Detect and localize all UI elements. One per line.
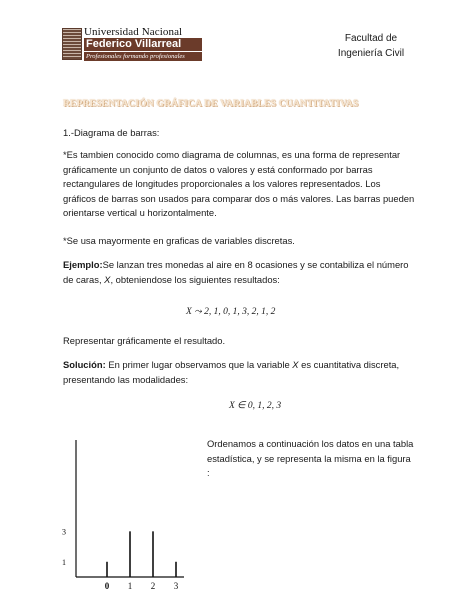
- page-title: REPRESENTACIÓN GRÁFICA DE VARIABLES CUANTITATIVAS: [63, 99, 359, 109]
- example-text-b: , obteniendose los siguientes resultados:: [110, 273, 280, 285]
- solution-paragraph: [63, 358, 415, 387]
- y-tick-label-3: 3: [62, 527, 66, 537]
- example-paragraph: [63, 258, 415, 287]
- solution-label: Solución:: [63, 359, 106, 370]
- instruction-paragraph: Representar gráficamente el resultado.: [63, 335, 226, 346]
- y-tick-label-1: 1: [62, 557, 66, 567]
- solution-text-a: En primer lugar observamos que la variable: [105, 359, 293, 370]
- x-tick-label-3: 3: [173, 581, 179, 591]
- university-logo: [62, 26, 202, 62]
- x-tick-label-1: 1: [127, 581, 133, 591]
- table-description: Ordenamos a continuación los datos en una tabla estadística, y se representa la misma en la figura :: [207, 438, 414, 478]
- university-name-line1: Universidad Nacional: [84, 26, 183, 38]
- example-label: Ejemplo:: [63, 259, 103, 270]
- bar-chart: [60, 440, 190, 594]
- sequence-formula: X ⤳ 2, 1, 0, 1, 3, 2, 1, 2: [186, 307, 276, 317]
- solution-text-b: es cuantitativa discreta, presentando las modalidades:: [63, 359, 400, 385]
- usage-paragraph: *Se usa mayormente en graficas de variables discretas.: [63, 235, 295, 246]
- section-heading: 1.-Diagrama de barras:: [63, 127, 160, 138]
- university-tagline: Profesionales formando profesionales: [84, 52, 202, 61]
- modalities-formula: X ∈ 0, 1, 2, 3: [229, 401, 282, 411]
- x-tick-label-0: 0: [104, 581, 110, 591]
- example-text-a: Se lanzan tres monedas al aire en 8 ocasiones y se contabiliza el número de caras,: [63, 259, 409, 285]
- definition-paragraph: *Es tambien conocido como diagrama de columnas, es una forma de representar gráficamente un conjunto de datos o valores y está conformado por barras rectangulares de longitudes proporcionales a los valores representados. Los gráficos de barras son usados para comparar dos o más valores. Las barras pueden orientarse vertical u horizontalmente.: [63, 149, 415, 218]
- faculty-line2: Ingeniería Civil: [337, 48, 405, 59]
- example-variable: X: [104, 273, 111, 285]
- faculty-label: [336, 31, 406, 61]
- x-tick-label-2: 2: [150, 581, 156, 591]
- solution-variable: X: [292, 359, 299, 370]
- university-name-line2: Federico Villarreal: [84, 38, 202, 51]
- university-emblem-icon: [62, 28, 82, 60]
- faculty-line1: Facultad de: [344, 33, 398, 44]
